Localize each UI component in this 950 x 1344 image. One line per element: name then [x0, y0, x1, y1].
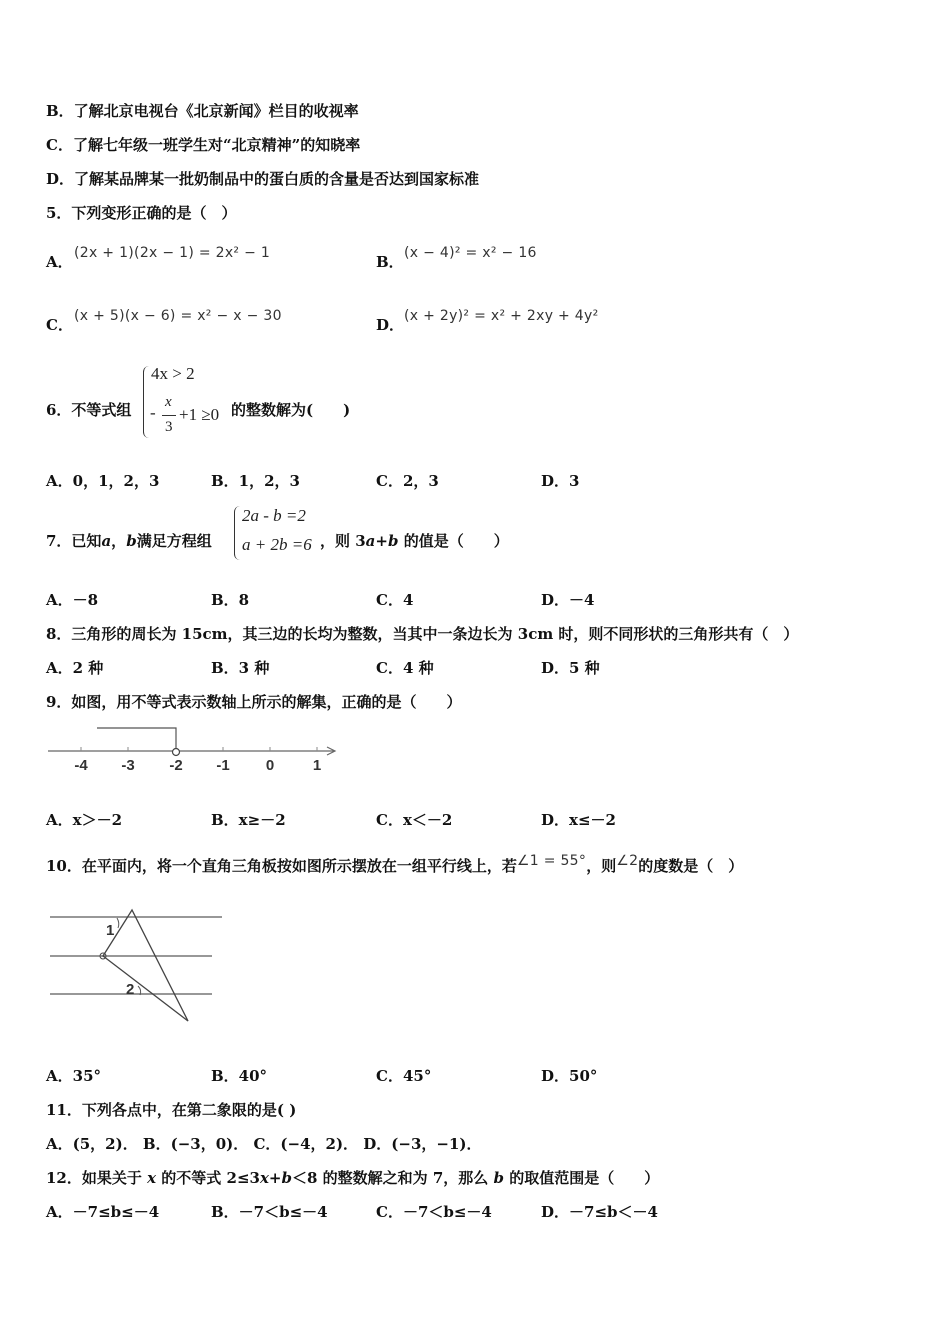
q10-angle-asked: ∠2 [616, 853, 639, 869]
q4-option-b: B．了解北京电视台《北京新闻》栏目的收视率 [46, 102, 359, 120]
q7-option-b: B．8 [211, 591, 250, 609]
q7-option-a: A．－8 [46, 591, 99, 609]
q9-option-c: C．x＜－2 [376, 811, 453, 829]
q6-eq1: 4x > 2 [151, 364, 195, 383]
q9-tick-label: 1 [312, 757, 322, 774]
q5-label-c: C． [46, 316, 73, 334]
q5-formula-a: (2x + 1)(2x − 1) = 2x² − 1 [74, 245, 271, 261]
q10-angle-2-label: 2 [126, 981, 135, 998]
q6-option-d: D．3 [541, 472, 580, 490]
q9-tick-label: -4 [74, 757, 88, 774]
q7-option-c: C．4 [376, 591, 414, 609]
q10-angle-1-label: 1 [106, 922, 115, 939]
q8-stem: 8．三角形的周长为 15cm，其三边的长均为整数，当其中一条边长为 3cm 时，则不同形状的三角形共有（ ） [46, 625, 799, 643]
q6-fraction-bar [162, 415, 176, 416]
q9-tick-label: -3 [121, 757, 135, 774]
q9-tick-label: 0 [265, 757, 275, 774]
q6-eq2-numerator: x [165, 394, 172, 410]
q10-option-a: A．35° [46, 1067, 102, 1085]
q6-option-c: C．2，3 [376, 472, 439, 490]
q10-option-d: D．50° [541, 1067, 598, 1085]
q5-formula-d: (x + 2y)² = x² + 2xy + 4y² [404, 308, 599, 324]
q6-option-b: B．1，2，3 [211, 472, 300, 490]
q6-prefix: 6．不等式组 [46, 401, 132, 419]
q6-eq2-denominator: 3 [165, 419, 173, 435]
q5-formula-c: (x + 5)(x − 6) = x² − x − 30 [74, 308, 282, 324]
q5-label-a: A． [46, 253, 73, 271]
q7-option-d: D．－4 [541, 591, 595, 609]
q11-stem: 11．下列各点中，在第二象限的是( ) [46, 1101, 297, 1119]
q5-stem: 5．下列变形正确的是（ ） [46, 204, 237, 222]
q6-eq2-rest: +1 ≥0 [179, 405, 220, 424]
q10-angle-given: ∠1 = 55° [516, 853, 587, 869]
q7-eq1: 2a - b =2 [242, 506, 306, 525]
q12-option-b: B．－7＜b≤－4 [211, 1203, 328, 1221]
q6-system-brace [143, 366, 150, 438]
q8-option-b: B．3 种 [211, 659, 270, 677]
q7-suffix: ，则 3a+b 的值是（ ） [320, 532, 509, 550]
q7-eq2: a + 2b =6 [242, 535, 312, 554]
q8-option-a: A．2 种 [46, 659, 104, 677]
q12-option-c: C．－7＜b≤－4 [376, 1203, 492, 1221]
q5-label-b: B． [376, 253, 404, 271]
q6-suffix: 的整数解为( ) [231, 401, 351, 419]
q9-tick-label: -1 [216, 757, 230, 774]
q9-number-line [44, 722, 344, 778]
q10-stem: 10．在平面内，将一个直角三角板按如图所示摆放在一组平行线上，若∠1 = 55°，则∠2的度数是（ ） [46, 853, 744, 875]
q10-triangle-figure [46, 902, 228, 1028]
q9-tick-label: -2 [169, 757, 183, 774]
q12-stem: 12．如果关于 x 的不等式 2≤3x+b＜8 的整数解之和为 7，那么 b 的取值范围是（ ） [46, 1169, 660, 1187]
q10-option-c: C．45° [376, 1067, 432, 1085]
q10-option-b: B．40° [211, 1067, 268, 1085]
q5-formula-b: (x − 4)² = x² − 16 [404, 245, 537, 261]
q5-label-d: D． [376, 316, 405, 334]
q6-eq2-sign: - [150, 403, 156, 422]
q6-option-a: A．0，1，2，3 [46, 472, 160, 490]
q7-stem: 7．已知a，b满足方程组 [46, 532, 212, 550]
q9-option-d: D．x≤－2 [541, 811, 616, 829]
q9-stem: 9．如图，用不等式表示数轴上所示的解集，正确的是（ ） [46, 693, 462, 711]
q8-option-c: C．4 种 [376, 659, 434, 677]
q9-option-a: A．x＞－2 [46, 811, 123, 829]
q4-option-d: D．了解某品牌某一批奶制品中的蛋白质的含量是否达到国家标准 [46, 170, 480, 188]
q12-option-a: A．－7≤b≤－4 [46, 1203, 160, 1221]
q7-system-brace [234, 506, 241, 560]
q9-option-b: B．x≥－2 [211, 811, 286, 829]
q12-option-d: D．－7≤b＜－4 [541, 1203, 658, 1221]
q11-options: A．(5，2)． B．(−3，0)． C．(−4，2)． D．(−3，−1)． [46, 1135, 482, 1153]
q8-option-d: D．5 种 [541, 659, 600, 677]
q4-option-c: C．了解七年级一班学生对“北京精神”的知晓率 [46, 136, 361, 154]
